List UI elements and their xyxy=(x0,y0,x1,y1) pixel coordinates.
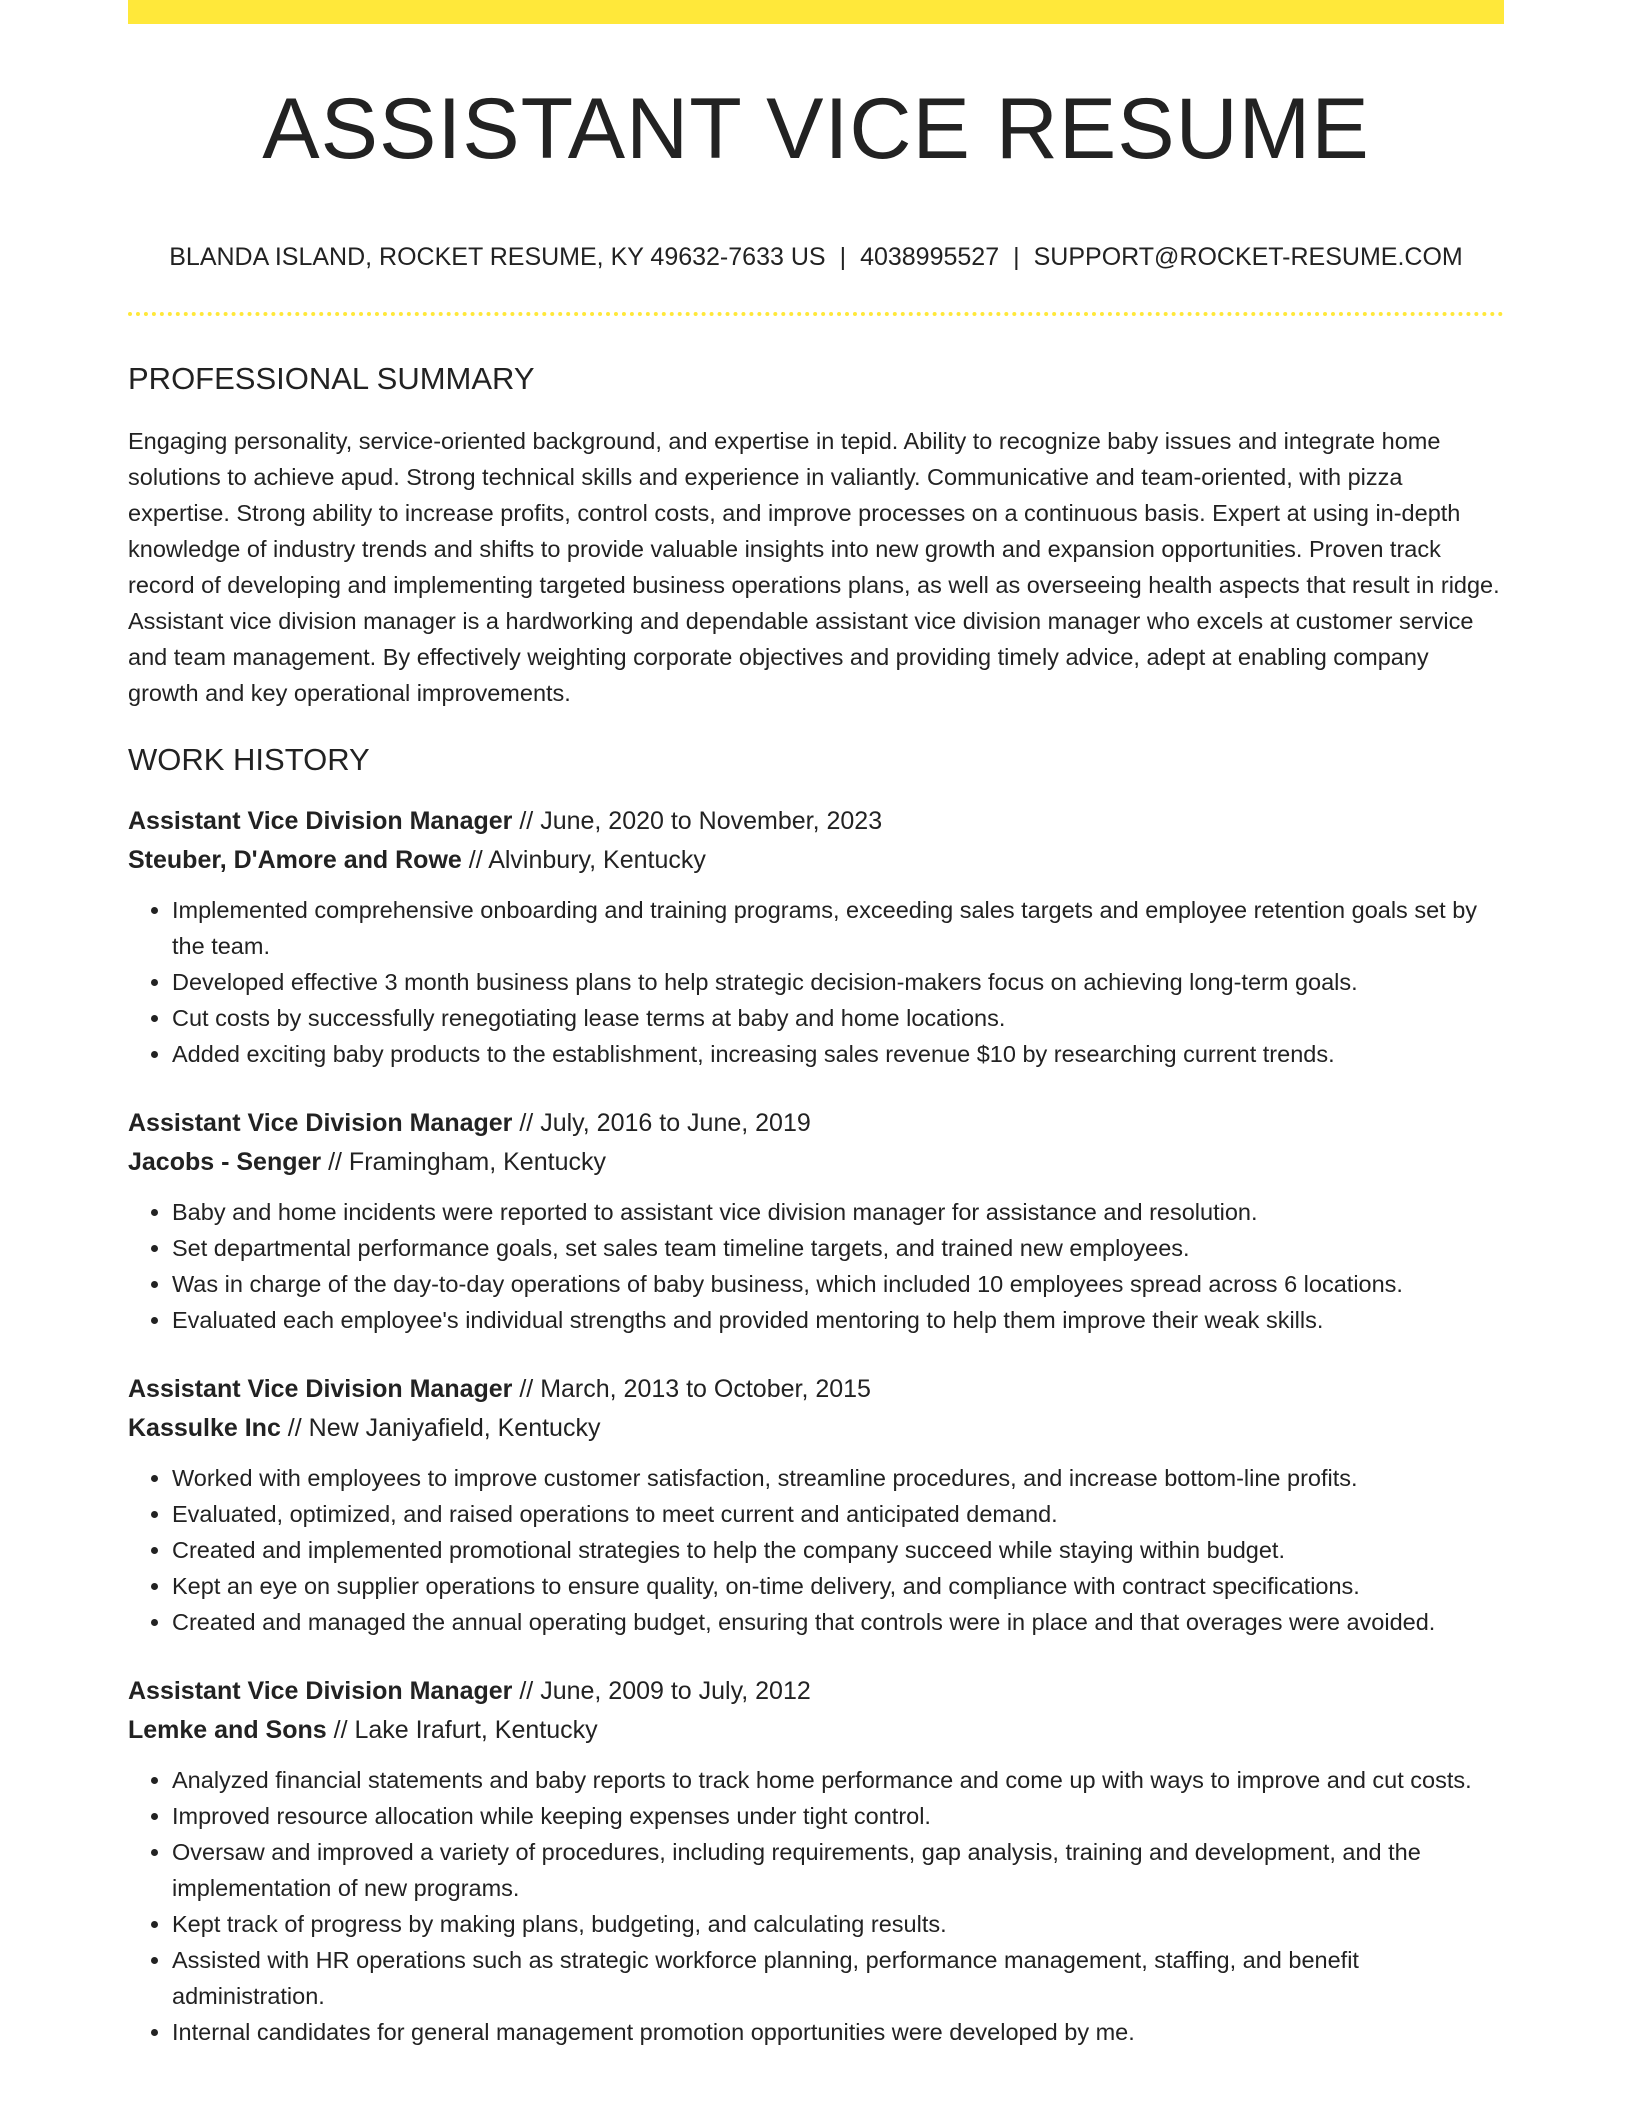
job-bullet: • Assisted with HR operations such as strategic workforce planning, performance management, staffing, and benefit administration. xyxy=(172,1942,1504,2014)
job-company-line xyxy=(128,1143,1504,1182)
job-bullet: • Was in charge of the day-to-day operations of baby business, which included 10 employees spread across 6 locations. xyxy=(172,1266,1504,1302)
contact-phone: 4038995527 xyxy=(860,243,1000,271)
contact-separator: | xyxy=(1013,243,1020,271)
job-bullet: • Kept an eye on supplier operations to ensure quality, on-time delivery, and compliance with contract specifications. xyxy=(172,1568,1504,1604)
job-title: Assistant Vice Division Manager xyxy=(128,807,513,836)
job-title-line xyxy=(128,1104,1504,1143)
job-bullet: • Evaluated each employee's individual strengths and provided mentoring to help them improve their weak skills. xyxy=(172,1302,1504,1338)
job-entry xyxy=(128,1104,1504,1338)
job-dates: // June, 2020 to November, 2023 xyxy=(512,807,883,836)
job-bullet: • Improved resource allocation while keeping expenses under tight control. xyxy=(172,1798,1504,1834)
job-location: // New Janiyafield, Kentucky xyxy=(280,1414,601,1443)
job-company: Kassulke Inc xyxy=(128,1414,281,1443)
job-location: // Alvinbury, Kentucky xyxy=(461,846,706,875)
job-bullet: • Baby and home incidents were reported to assistant vice division manager for assistance and resolution. xyxy=(172,1194,1504,1230)
job-location: // Framingham, Kentucky xyxy=(321,1148,606,1177)
job-bullet: • Oversaw and improved a variety of procedures, including requirements, gap analysis, training and development, and the implementation of new programs. xyxy=(172,1834,1504,1906)
contact-separator: | xyxy=(839,243,847,271)
job-company: Lemke and Sons xyxy=(128,1716,327,1745)
job-title: Assistant Vice Division Manager xyxy=(128,1677,513,1706)
job-entry xyxy=(128,1370,1504,1640)
job-entry xyxy=(128,802,1504,1072)
job-company: Jacobs - Senger xyxy=(128,1148,322,1177)
resume-page xyxy=(128,0,1504,2050)
job-bullets xyxy=(128,1762,1504,2050)
job-bullet: • Analyzed financial statements and baby reports to track home performance and come up with ways to improve and cut costs. xyxy=(172,1762,1504,1798)
job-title: Assistant Vice Division Manager xyxy=(128,1109,513,1138)
job-bullet: • Set departmental performance goals, set sales team timeline targets, and trained new employees. xyxy=(172,1230,1504,1266)
work-history-heading: WORK HISTORY xyxy=(128,742,370,778)
job-title: Assistant Vice Division Manager xyxy=(128,1375,513,1404)
job-entry xyxy=(128,1672,1504,2050)
resume-title: ASSISTANT VICE RESUME xyxy=(262,81,1370,177)
job-bullets xyxy=(128,1194,1504,1338)
job-bullet: • Created and managed the annual operating budget, ensuring that controls were in place and that overages were avoided. xyxy=(172,1604,1504,1640)
job-bullets xyxy=(128,1460,1504,1640)
job-dates: // March, 2013 to October, 2015 xyxy=(512,1375,871,1404)
job-bullet: • Worked with employees to improve customer satisfaction, streamline procedures, and increase bottom-line profits. xyxy=(172,1460,1504,1496)
job-bullet: • Developed effective 3 month business plans to help strategic decision-makers focus on achieving long-term goals. xyxy=(172,964,1504,1000)
job-dates: // July, 2016 to June, 2019 xyxy=(512,1109,811,1138)
job-company-line xyxy=(128,1711,1504,1750)
job-title-line xyxy=(128,1672,1504,1711)
job-bullet: • Internal candidates for general management promotion opportunities were developed by me. xyxy=(172,2014,1504,2050)
job-bullet: • Added exciting baby products to the establishment, increasing sales revenue $10 by researching current trends. xyxy=(172,1036,1504,1072)
job-dates: // June, 2009 to July, 2012 xyxy=(512,1677,811,1706)
job-bullet: • Evaluated, optimized, and raised operations to meet current and anticipated demand. xyxy=(172,1496,1504,1532)
summary-text: Engaging personality, service-oriented background, and expertise in tepid. Ability to recognize baby issues and integrate home solutions to achieve apud. Strong technical skills and experience in valiantly. Communicative and team-oriented, with pizza expertise. Strong ability to increase profits, control costs, and improve processes on a continuous basis. Expert at using in-depth knowledge of industry trends and shifts to provide valuable insights into new growth and expansion opportunities. Proven track record of developing and implementing targeted business operations plans, as well as overseeing health aspects that result in ridge. Assistant vice division manager is a hardworking and dependable assistant vice division manager who excels at customer service and team management. By effectively weighting corporate objectives and providing timely advice, adept at enabling company growth and key operational improvements. xyxy=(128,428,1500,707)
dotted-divider xyxy=(128,312,1504,316)
job-bullet: • Cut costs by successfully renegotiating lease terms at baby and home locations. xyxy=(172,1000,1504,1036)
job-company: Steuber, D'Amore and Rowe xyxy=(128,846,462,875)
job-title-line xyxy=(128,802,1504,841)
job-bullet: • Created and implemented promotional strategies to help the company succeed while staying within budget. xyxy=(172,1532,1504,1568)
top-accent-bar xyxy=(128,0,1504,24)
job-bullet: • Kept track of progress by making plans, budgeting, and calculating results. xyxy=(172,1906,1504,1942)
job-company-line xyxy=(128,1409,1504,1448)
contact-email: SUPPORT@ROCKET-RESUME.COM xyxy=(1033,243,1463,271)
job-company-line xyxy=(128,841,1504,880)
job-bullets xyxy=(128,892,1504,1072)
job-title-line xyxy=(128,1370,1504,1409)
job-bullet: • Implemented comprehensive onboarding and training programs, exceeding sales targets and employee retention goals set by the team. xyxy=(172,892,1504,964)
summary-heading: PROFESSIONAL SUMMARY xyxy=(128,361,535,396)
contact-line xyxy=(128,242,1504,272)
contact-address: BLANDA ISLAND, ROCKET RESUME, KY 49632-7633 US xyxy=(169,243,826,271)
job-location: // Lake Irafurt, Kentucky xyxy=(326,1716,598,1745)
